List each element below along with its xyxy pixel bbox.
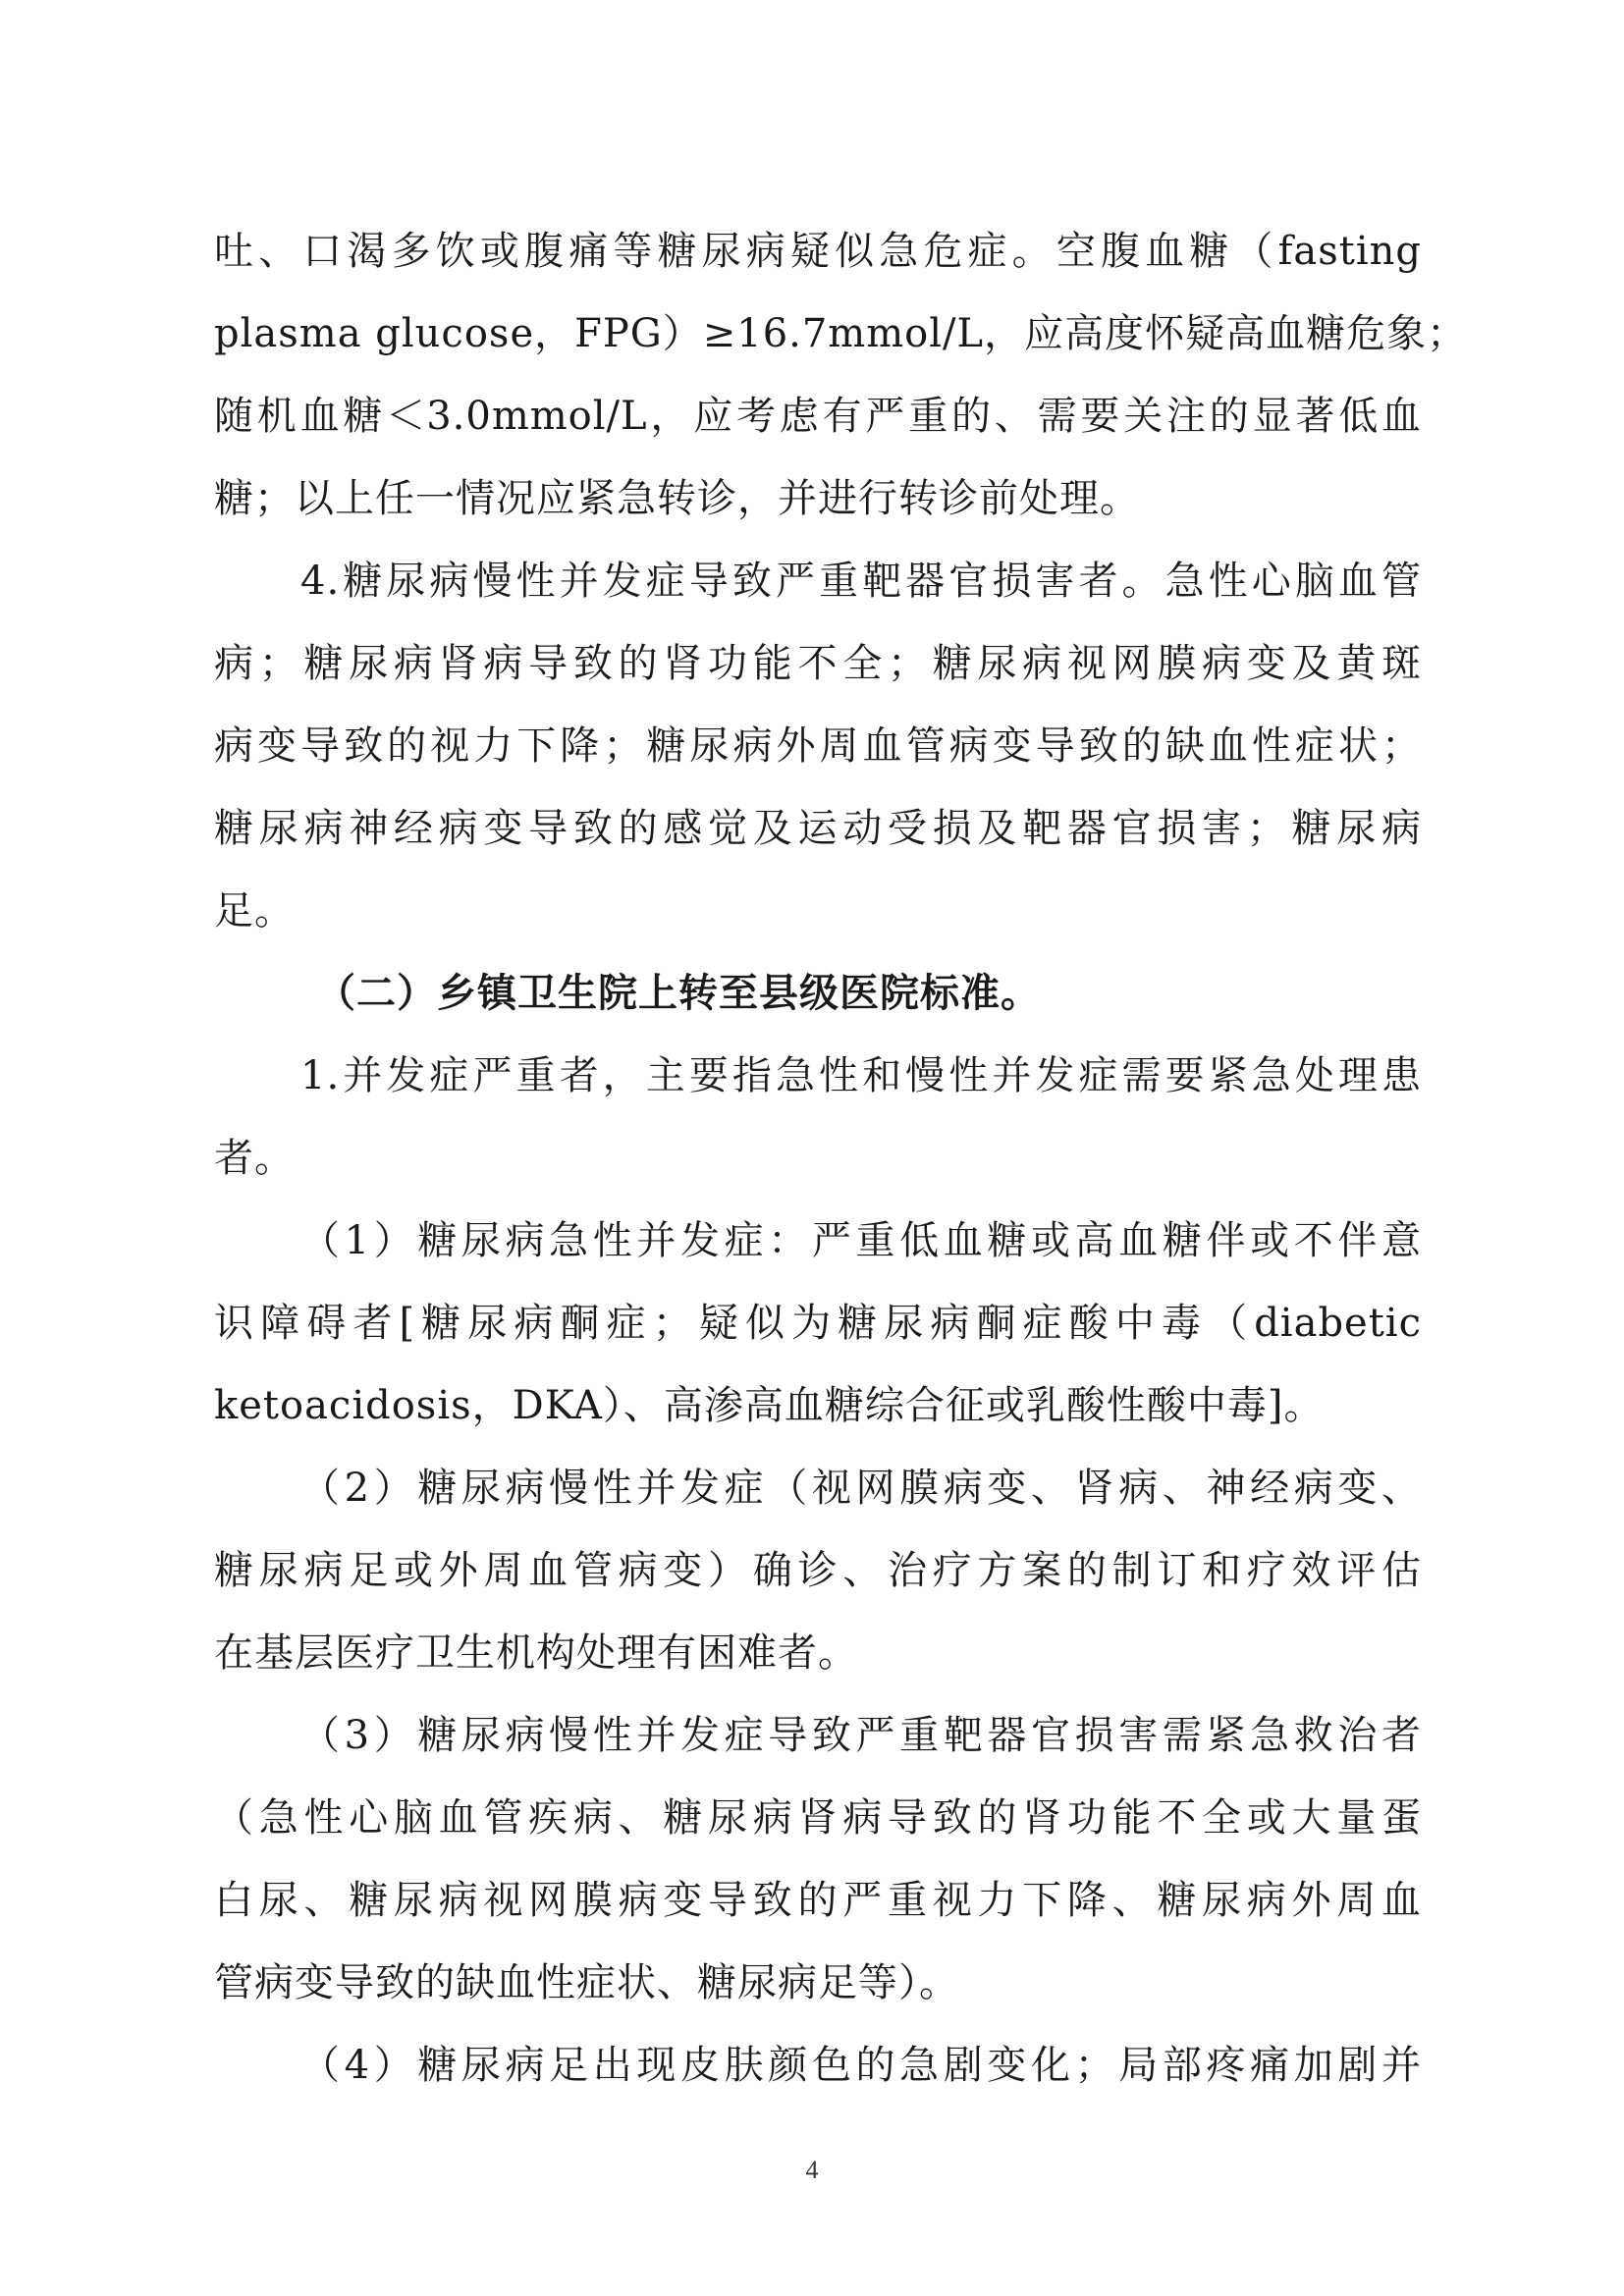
text-line: （2）糖尿病慢性并发症（视网膜病变、肾病、神经病变、: [300, 1466, 1422, 1511]
text-line: （4）糖尿病足出现皮肤颜色的急剧变化；局部疼痛加剧并: [300, 2043, 1422, 2088]
page-number: 4: [805, 2156, 819, 2184]
text-line: 吐、口渴多饮或腹痛等糖尿病疑似急危症。空腹血糖（fasting: [214, 229, 1422, 274]
text-line: 识障碍者[糖尿病酮症；疑似为糖尿病酮症酸中毒（diabetic: [214, 1301, 1422, 1346]
text-line: 糖；以上任一情况应紧急转诊，并进行转诊前处理。: [214, 476, 1140, 521]
text-line: 在基层医疗卫生机构处理有困难者。: [214, 1630, 858, 1676]
text-line: 白尿、糖尿病视网膜病变导致的严重视力下降、糖尿病外周血: [214, 1878, 1422, 1923]
text-line: （1）糖尿病急性并发症：严重低血糖或高血糖伴或不伴意: [300, 1218, 1422, 1263]
text-line: plasma glucose，FPG）≥16.7mmol/L，应高度怀疑高血糖危象；: [214, 311, 1468, 356]
text-line: 足。: [214, 888, 295, 934]
text-line: 4.糖尿病慢性并发症导致严重靶器官损害者。急性心脑血管: [300, 559, 1422, 604]
text-line: 糖尿病神经病变导致的感觉及运动受损及靶器官损害；糖尿病: [214, 806, 1422, 851]
text-line: ketoacidosis，DKA）、高渗高血糖综合征或乳酸性酸中毒]。: [214, 1383, 1325, 1428]
text-line: 病变导致的视力下降；糖尿病外周血管病变导致的缺血性症状；: [214, 723, 1422, 769]
text-line: 随机血糖＜3.0mmol/L，应考虑有严重的、需要关注的显著低血: [214, 394, 1422, 439]
text-line: 病；糖尿病肾病导致的肾功能不全；糖尿病视网膜病变及黄斑: [214, 641, 1422, 686]
text-line: （3）糖尿病慢性并发症导致严重靶器官损害需紧急救治者: [300, 1713, 1422, 1758]
text-line: 糖尿病足或外周血管病变）确诊、治疗方案的制订和疗效评估: [214, 1548, 1422, 1593]
text-line: （急性心脑血管疾病、糖尿病肾病导致的肾功能不全或大量蛋: [214, 1795, 1422, 1841]
text-line: 1.并发症严重者，主要指急性和慢性并发症需要紧急处理患: [300, 1053, 1422, 1098]
section-heading: （二）乡镇卫生院上转至县级医院标准。: [316, 970, 1041, 1016]
text-line: 管病变导致的缺血性症状、糖尿病足等）。: [214, 1960, 959, 2005]
document-body: [214, 210, 1468, 2107]
text-line: 者。: [214, 1136, 295, 1181]
